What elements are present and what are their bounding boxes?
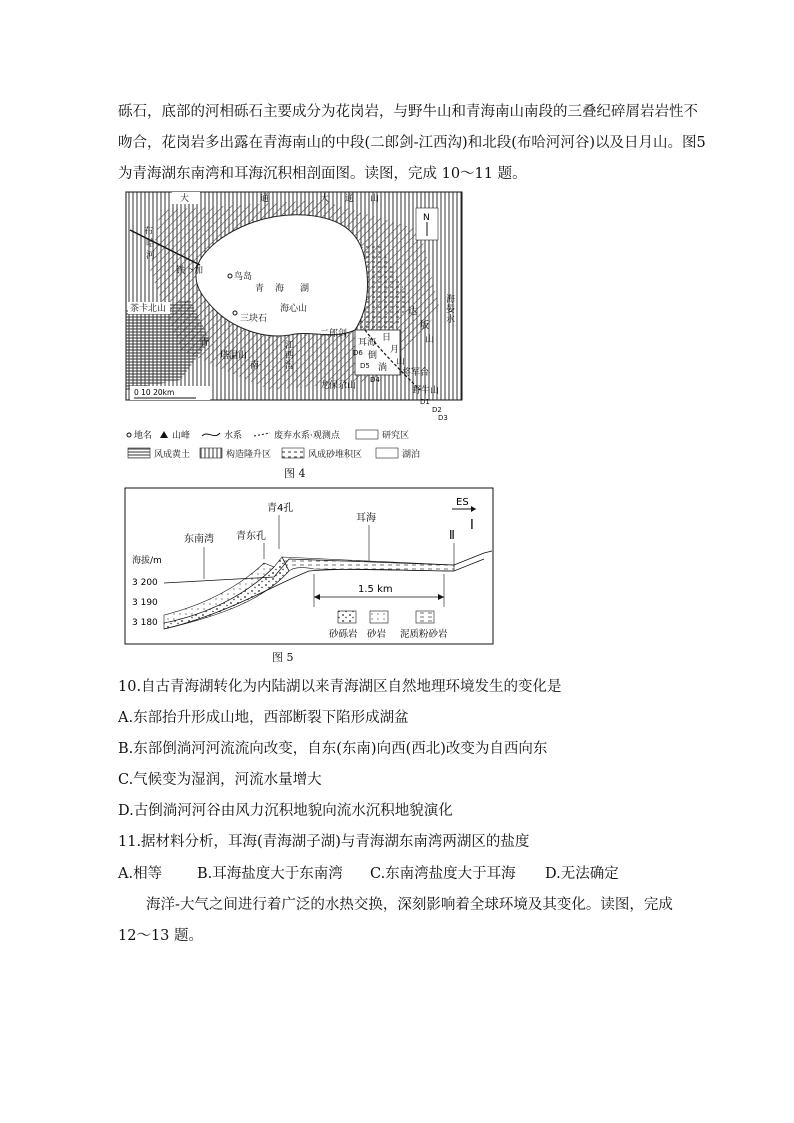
question-10-stem: 10.自古青海湖转化为内陆湖以来青海湖区自然地理环境发生的变化是 <box>118 679 562 695</box>
label-roman-1: Ⅰ <box>470 518 474 533</box>
map-label-jiangjuntai: 将军台 <box>402 368 430 378</box>
legend-gravel-rock: 砂砾岩 <box>329 629 358 640</box>
tick-3190: 3 190 <box>132 598 158 608</box>
map-label-buha-2: 哈 <box>146 239 156 249</box>
map-label-d6: D6 <box>353 349 363 357</box>
map-label-haixinshan: 海心山 <box>280 304 308 314</box>
question-11-option-a: A.相等 <box>118 866 163 882</box>
map-label-longbaowei: 龙保尕山 <box>320 381 357 391</box>
legend-sand: 风成砂堆积区 <box>308 450 363 460</box>
question-11-option-d: D.无法确定 <box>545 866 619 882</box>
figure-4-caption: 图 4 <box>284 467 306 480</box>
map-label-riyue-2: 月 <box>390 345 400 355</box>
figure-5-section <box>124 487 494 645</box>
legend-uplift: 构造隆升区 <box>226 450 272 460</box>
map-label-daotang-2: 淌 <box>378 363 388 373</box>
north-arrow-label: N <box>423 213 430 223</box>
outro-line-2: 12～13 题。 <box>118 928 204 944</box>
map-label-daotang-1: 倒 <box>368 351 378 361</box>
map-label-jiangxigou-3: 沟 <box>285 361 295 371</box>
map-label-datong-2: 通 <box>260 194 270 204</box>
map-label-sankuaishi: 三块石 <box>240 314 268 324</box>
map-label-erhai: 耳海 <box>358 338 377 348</box>
legend-muddy-siltstone: 泥质粉砂岩 <box>400 629 448 640</box>
legend-lake: 湖泊 <box>402 450 421 460</box>
map-label-shan-1: 山 <box>370 194 380 204</box>
map-label-d4: D4 <box>370 376 380 384</box>
map-label-erlangjian: 二郎剑 <box>320 329 348 339</box>
label-qing4-hole: 青4孔 <box>267 503 294 514</box>
map-label-daoban-3: 山 <box>425 335 435 345</box>
map-label-jiangxigou-2: 西 <box>285 351 295 361</box>
tick-3180: 3 180 <box>132 618 158 628</box>
map-label-qinghaihu-1: 青 <box>255 284 265 294</box>
map-label-datong-4: 通 <box>345 194 355 204</box>
map-label-daoban-2: 坂 <box>420 321 430 331</box>
label-qingdong-hole: 青东孔 <box>236 531 266 542</box>
legend-place: 地名 <box>134 431 153 441</box>
intro-line-2: 吻合，花岗岩多出露在青海南山的中段(二郎剑-江西沟)和北段(布哈河河谷)以及日月山。图5 <box>118 135 706 151</box>
legend-peak: 山峰 <box>172 431 191 441</box>
intro-line-1: 砾石，底部的河相砾石主要成分为花岗岩，与野牛山和青海南山南段的三叠纪碎屑岩岩性不 <box>118 104 698 120</box>
map-label-d1: D1 <box>420 398 430 406</box>
map-label-chakabeishan: 茶卡北山 <box>130 304 167 314</box>
map-label-datong-3: 大 <box>320 194 330 204</box>
question-10-option-a: A.东部抬升形成山地，西部断裂下陷形成湖盆 <box>118 710 409 726</box>
map-label-qing: 青 <box>200 338 210 348</box>
map-label-d3: D3 <box>438 414 448 422</box>
map-label-jiangxigou-1: 江 <box>285 341 295 351</box>
question-11-option-c: C.东南湾盐度大于耳海 <box>370 866 516 882</box>
map-label-qinghaihu-2: 海 <box>275 284 285 294</box>
map-label-nan: 南 <box>250 361 260 371</box>
map-label-qinghaihu-3: 湖 <box>300 284 310 294</box>
legend-loess: 风成黄土 <box>154 450 191 460</box>
figure-4-map <box>120 190 470 475</box>
label-dongnanwan: 东南湾 <box>184 534 214 545</box>
map-label-haiyan-3: 水 <box>446 315 456 325</box>
question-11-stem: 11.据材料分析，耳海(青海湖子湖)与青海湖东南湾两湖区的盐度 <box>118 834 530 850</box>
axis-ylabel: 海拔/m <box>132 556 162 566</box>
map-label-riyue-3: 山 <box>396 357 406 367</box>
legend-river: 水系 <box>224 431 243 441</box>
intro-line-3: 为青海湖东南湾和耳海沉积相剖面图。读图，完成 10～11 题。 <box>118 166 527 182</box>
tick-3200: 3 200 <box>132 578 158 588</box>
map-label-niaodao: 鸟岛 <box>234 272 253 282</box>
map-label-buha-1: 布 <box>144 227 154 237</box>
map-label-tiebujia: 铁卜加 <box>176 266 204 276</box>
label-es: ES <box>456 497 469 508</box>
map-label-haiyan-2: 晏 <box>446 305 456 315</box>
legend-abandoned: 废弃水系·观测点 <box>274 431 340 441</box>
map-label-haiyan-1: 海 <box>446 295 456 305</box>
legend-study-area: 研究区 <box>382 431 410 441</box>
question-11-option-b: B.耳海盐度大于东南湾 <box>197 866 343 882</box>
figure-5-caption: 图 5 <box>272 651 294 664</box>
map-label-riyue-1: 日 <box>382 333 392 343</box>
map-label-d2: D2 <box>432 406 442 414</box>
scale-bar-label: 0 10 20km <box>134 388 175 397</box>
question-10-option-c: C.气候变为湿润，河流水量增大 <box>118 772 322 788</box>
map-label-daoban-1: 达 <box>408 307 418 317</box>
map-label-yeniushan: 野牛山 <box>412 386 440 396</box>
map-label-buha-3: 河 <box>146 251 156 261</box>
label-erhai: 耳海 <box>356 513 376 524</box>
distance-label: 1.5 km <box>358 584 393 595</box>
legend-sandstone: 砂岩 <box>367 629 387 640</box>
label-roman-2: Ⅱ <box>449 528 455 542</box>
outro-line-1: 海洋-大气之间进行着广泛的水热交换，深刻影响着全球环境及其变化。读图，完成 <box>146 897 673 913</box>
map-label-tawenshan: 塔温山 <box>220 351 248 361</box>
map-label-datong-1: 大 <box>180 194 190 204</box>
map-label-d5: D5 <box>360 362 370 370</box>
question-10-option-d: D.古倒淌河河谷由风力沉积地貌向流水沉积地貌演化 <box>118 803 453 819</box>
question-10-option-b: B.东部倒淌河河流流向改变，自东(东南)向西(西北)改变为自西向东 <box>118 741 548 757</box>
